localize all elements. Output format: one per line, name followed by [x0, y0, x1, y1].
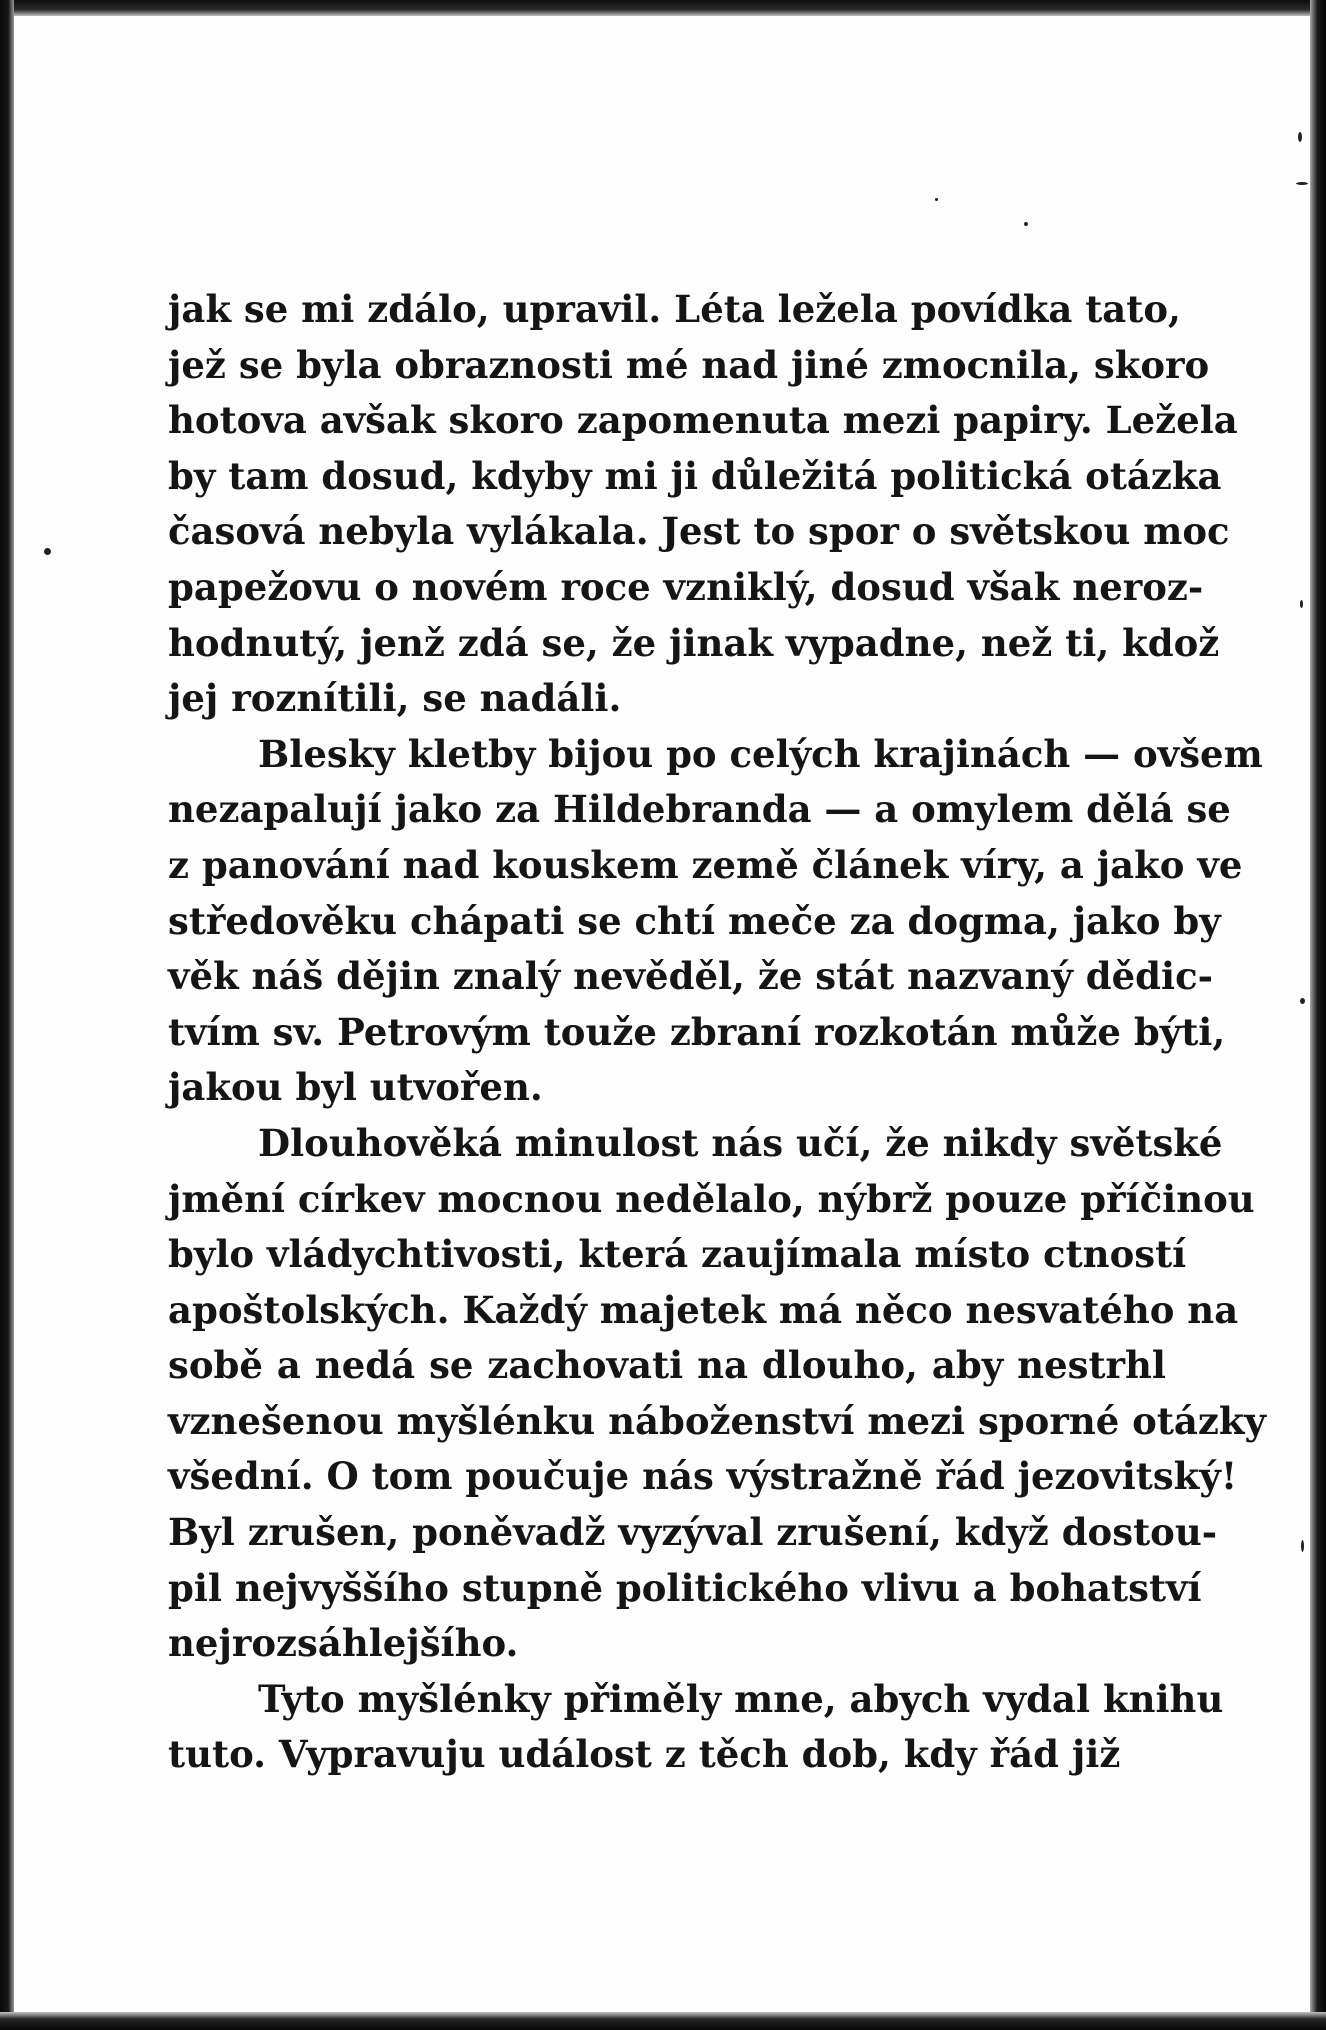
text-line: Tyto myšlénky přiměly mne, abych vydal knihu — [258, 1676, 1224, 1721]
text-line: časová nebyla vylákala. Jest to spor o světskou moc — [168, 509, 1230, 554]
text-line: tvím sv. Petrovým touže zbraní rozkotán může býti, — [168, 1009, 1226, 1054]
text-line: by tam dosud, kdyby mi ji důležitá politická otázka — [168, 453, 1222, 498]
scan-speck — [1300, 600, 1303, 608]
scan-border-right — [1310, 0, 1326, 2030]
text-line: jakou byl utvořen. — [168, 1065, 543, 1110]
paragraph — [168, 282, 1238, 727]
text-line: všední. O tom poučuje nás výstražně řád jezovitský! — [168, 1454, 1238, 1499]
text-line: jak se mi zdálo, upravil. Léta ležela povídka tato, — [168, 287, 1181, 331]
text-line: jmění církev mocnou nedělalo, nýbrž pouze příčinou — [168, 1176, 1255, 1221]
body-text — [168, 282, 1267, 1783]
text-line: hodnutý, jenž zdá se, že jinak vypadne, než ti, kdož — [168, 620, 1220, 665]
text-line: hotova avšak skoro zapomenuta mezi papiry. Ležela — [168, 398, 1238, 443]
text-line: nejrozsáhlejšího. — [168, 1621, 519, 1666]
text-line: z panování nad kouskem země článek víry, a jako ve — [168, 842, 1243, 887]
text-line: Blesky kletby bijou po celých krajinách — ovšem — [258, 731, 1263, 776]
scan-border-left — [0, 0, 14, 2030]
scan-speck — [1296, 182, 1308, 185]
paragraph — [168, 727, 1263, 1116]
text-line: věk náš dějin znalý nevěděl, že stát nazvaný dědic- — [168, 954, 1213, 999]
paragraph — [168, 1672, 1224, 1783]
text-line: papežovu o novém roce vzniklý, dosud však neroz- — [168, 564, 1204, 609]
text-line: bylo vládychtivosti, která zaujímala místo ctností — [168, 1232, 1187, 1277]
text-line: Dlouhověká minulost nás učí, že nikdy světské — [258, 1120, 1223, 1165]
scan-speck — [1298, 132, 1302, 142]
text-line: jej roznítili, se nadáli. — [168, 676, 622, 721]
text-line: jež se byla obraznosti mé nad jiné zmocnila, skoro — [168, 342, 1210, 387]
text-line: vznešenou myšlénku náboženství mezi sporné otázky — [168, 1398, 1267, 1443]
text-line: nezapalují jako za Hildebranda — a omylem dělá se — [168, 787, 1231, 832]
text-line: tuto. Vypravuju událost z těch dob, kdy řád již — [168, 1732, 1121, 1777]
scan-speck — [44, 548, 51, 555]
text-line: Byl zrušen, poněvadž vyzýval zrušení, když dostou- — [168, 1510, 1218, 1555]
text-line: apoštolských. Každý majetek má něco nesvatého na — [168, 1287, 1239, 1332]
scan-speck — [935, 198, 938, 201]
scan-speck — [1024, 222, 1028, 226]
scan-speck — [1301, 1540, 1304, 1552]
text-line: pil nejvyššího stupně politického vlivu a bohatství — [168, 1565, 1202, 1610]
text-line: sobě a nedá se zachovati na dlouho, aby nestrhl — [168, 1343, 1166, 1388]
scan-border-bottom — [0, 2012, 1326, 2030]
scan-border-top — [0, 0, 1326, 16]
text-line: středověku chápati se chtí meče za dogma, jako by — [168, 898, 1221, 943]
scan-speck — [1300, 998, 1305, 1004]
paragraph — [168, 1116, 1267, 1672]
